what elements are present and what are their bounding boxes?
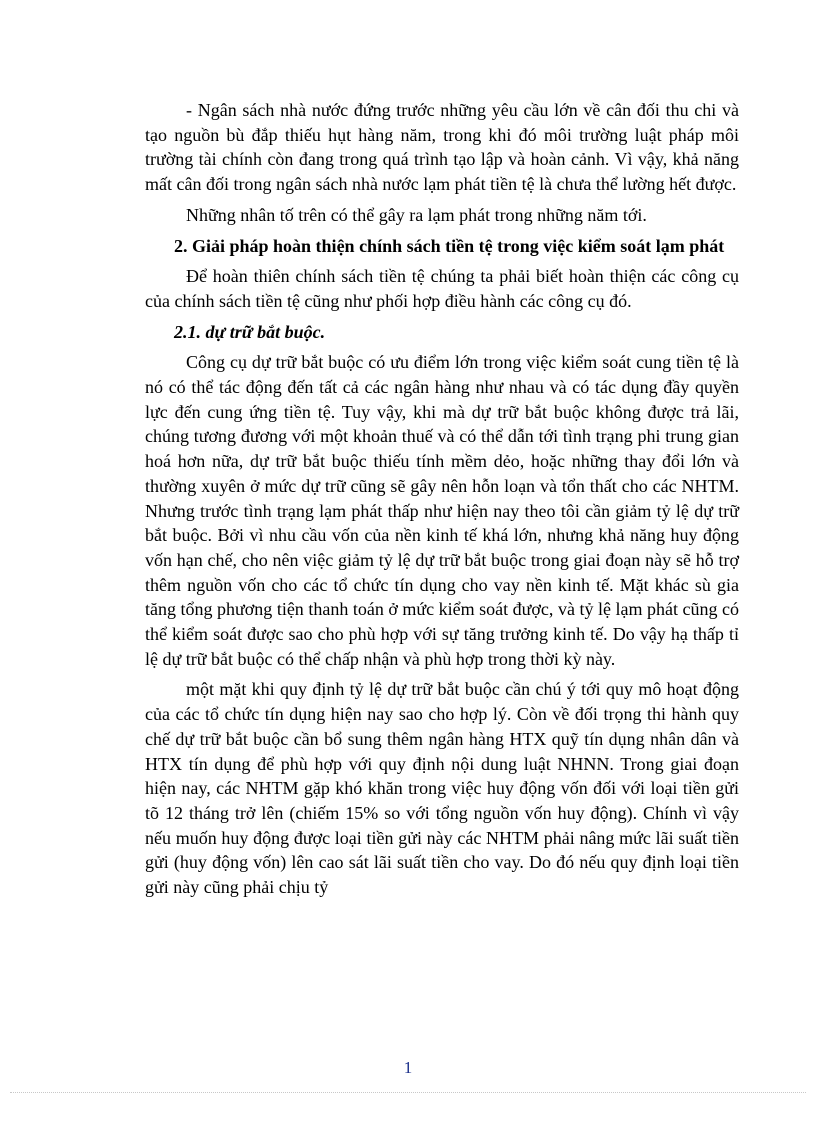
subsection-heading-reserve-requirement: 2.1. dự trữ bắt buộc.	[174, 321, 326, 342]
paragraph-inflation-factors: Những nhân tố trên có thể gây ra lạm phát trong những năm tới.	[186, 204, 647, 225]
page-number: 1	[403, 1058, 413, 1077]
paragraph-budget-balance: - Ngân sách nhà nước đứng trước những yêu cầu lớn về cân đối thu chi và tạo nguồn bù đắp thiếu hụt hàng năm, trong khi đó môi trường luật pháp môi trường tài chính còn đang trong quá trình tạo lập và hoàn cảnh. Vì vậy, khả năng mất cân đối trong ngân sách nhà nước lạm phát tiền tệ là chưa thể lường hết được.	[145, 100, 739, 195]
paragraph-reserve-regulation: một mặt khi quy định tỷ lệ dự trữ bắt buộc cần chú ý tới quy mô hoạt động của các tổ chức tín dụng hiện nay sao cho hợp lý. Còn về đối trọng thi hành quy chế dự trữ bắt buộc cần bổ sung thêm ngân hàng HTX quỹ tín dụng nhân dân và HTX tín dụng để phù hợp với quy định nội dung luật NHNN. Trong giai đoạn hiện nay, các NHTM gặp khó khăn trong việc huy động vốn đối với loại tiền gửi tõ 12 tháng trở lên (chiếm 15% so với tổng nguồn vốn huy động). Chính vì vậy nếu muốn huy động được loại tiền gửi này các NHTM phải nâng mức lãi suất tiền gửi (huy động vốn) lên cao sát lãi suất tiền cho vay. Do đó nếu quy định loại tiền gửi này cũng phải chịu tỷ	[145, 679, 739, 898]
section-heading-solutions: 2. Giải pháp hoàn thiện chính sách tiền tệ trong việc kiểm soát lạm phát	[174, 235, 725, 256]
paragraph-reserve-requirement-tool: Công cụ dự trữ bắt buộc có ưu điểm lớn trong việc kiểm soát cung tiền tệ là nó có thể tác động đến tất cả các ngân hàng như nhau và có tác dụng đầy quyền lực đến cung ứng tiền tệ. Tuy vậy, khi mà dự trữ bắt buộc không được trả lãi, chúng tương đương với một khoản thuế và có thể dẫn tới tình trạng phi trung gian hoá hơn nữa, dự trữ bắt buộc thiếu tính mềm dẻo, hoặc những thay đổi lớn và thường xuyên ở mức dự trữ cũng sẽ gây nên hỗn loạn và tổn thất cho các NHTM. Nhưng trước tình trạng lạm phát thấp như hiện nay theo tôi cần giảm tỷ lệ dự trữ bắt buộc. Bởi vì nhu cầu vốn của nền kinh tế khá lớn, nhưng khả năng huy động vốn hạn chế, cho nên việc giảm tỷ lệ dự trữ bắt buộc trong giai đoạn này sẽ hỗ trợ thêm nguồn vốn cho các tổ chức tín dụng cho vay nền kinh tế. Mặt khác sù gia tăng tổng phương tiện thanh toán ở mức kiểm soát được, và tỷ lệ lạm phát cũng có thể kiểm soát được sao cho phù hợp với sự tăng trưởng kinh tế. Do vậy hạ thấp tỉ lệ dự trữ bắt buộc có thể chấp nhận và phù hợp trong thời kỳ này.	[145, 352, 739, 669]
paragraph-policy-tools: Để hoàn thiên chính sách tiền tệ chúng ta phải biết hoàn thiện các công cụ của chính sách tiền tệ cũng như phối hợp điều hành các công cụ đó.	[145, 266, 739, 311]
footer-divider	[10, 1092, 806, 1093]
document-body	[145, 98, 739, 900]
